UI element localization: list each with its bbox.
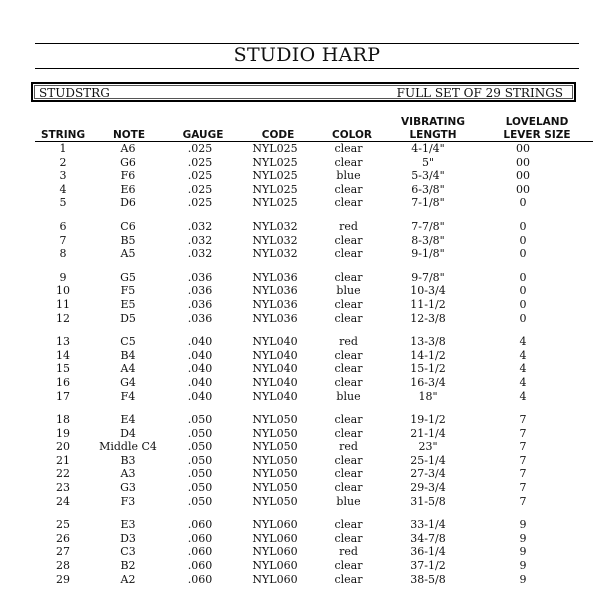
header-vibrating-length — [390, 116, 476, 142]
cell-string: 7 — [59, 233, 67, 247]
cell-note: F5 — [120, 284, 136, 298]
header-gauge-label: GAUGE — [182, 129, 224, 141]
cell-length: 27-3/4 — [410, 467, 446, 481]
set-description: FULL SET OF 29 STRINGS — [396, 86, 563, 100]
header-length-line1: VIBRATING — [401, 116, 465, 128]
cell-code: NYL040 — [252, 335, 298, 349]
table-row — [32, 427, 575, 441]
table-row — [32, 532, 575, 546]
cell-string: 18 — [56, 413, 70, 427]
cell-string: 13 — [56, 335, 70, 349]
cell-code: NYL060 — [252, 531, 298, 545]
table-row — [32, 481, 575, 495]
cell-gauge: .032 — [187, 219, 213, 233]
cell-length: 36-1/4 — [410, 545, 446, 559]
cell-lever: 7 — [519, 453, 527, 467]
cell-lever: 00 — [516, 155, 530, 169]
cell-length: 9-7/8" — [411, 270, 445, 284]
cell-gauge: .050 — [187, 494, 213, 508]
cell-note: G5 — [120, 270, 136, 284]
table-row — [32, 349, 575, 363]
cell-note: Middle C4 — [99, 440, 157, 454]
cell-gauge: .025 — [187, 169, 213, 183]
cell-lever: 4 — [519, 362, 527, 376]
cell-lever: 0 — [519, 284, 527, 298]
cell-string: 26 — [56, 531, 70, 545]
table-row — [32, 196, 575, 210]
cell-note: G4 — [120, 375, 136, 389]
table-row — [32, 467, 575, 481]
cell-length: 13-3/8 — [410, 335, 446, 349]
cell-length: 5" — [421, 155, 435, 169]
table-row — [32, 156, 575, 170]
cell-color: clear — [334, 311, 363, 325]
cell-note: G3 — [120, 481, 136, 495]
cell-gauge: .040 — [187, 362, 213, 376]
cell-lever: 0 — [519, 311, 527, 325]
cell-gauge: .036 — [187, 270, 213, 284]
cell-string: 17 — [56, 389, 70, 403]
table-row — [32, 440, 575, 454]
cell-length: 15-1/2 — [410, 362, 446, 376]
cell-note: B2 — [120, 559, 136, 573]
cell-length: 8-3/8" — [411, 233, 445, 247]
cell-gauge: .050 — [187, 413, 213, 427]
cell-lever: 00 — [516, 182, 530, 196]
table-row — [32, 169, 575, 183]
cell-gauge: .050 — [187, 467, 213, 481]
cell-code: NYL036 — [252, 284, 298, 298]
cell-gauge: .036 — [187, 311, 213, 325]
table-row — [32, 362, 575, 376]
cell-color: clear — [334, 453, 363, 467]
cell-gauge: .040 — [187, 335, 213, 349]
cell-length: 16-3/4 — [410, 375, 446, 389]
cell-code: NYL050 — [252, 467, 298, 481]
cell-code: NYL036 — [252, 311, 298, 325]
table-row — [32, 183, 575, 197]
table-row — [32, 495, 575, 509]
cell-note: E6 — [120, 182, 136, 196]
cell-string: 1 — [59, 142, 67, 155]
cell-length: 38-5/8 — [410, 572, 446, 586]
cell-gauge: .040 — [187, 389, 213, 403]
cell-string: 23 — [56, 481, 70, 495]
cell-color: clear — [334, 426, 363, 440]
table-row — [32, 325, 575, 349]
cell-code: NYL032 — [252, 247, 298, 261]
cell-string: 29 — [56, 572, 70, 586]
table-row — [32, 247, 575, 261]
string-table-body — [32, 142, 575, 586]
cell-string: 5 — [59, 196, 67, 210]
cell-note: C6 — [120, 219, 136, 233]
set-info-bar — [31, 82, 576, 102]
cell-gauge: .025 — [187, 155, 213, 169]
cell-note: C3 — [120, 545, 136, 559]
cell-note: A6 — [120, 142, 136, 155]
cell-note: A3 — [120, 467, 136, 481]
cell-gauge: .025 — [187, 196, 213, 210]
cell-gauge: .060 — [187, 559, 213, 573]
cell-color: blue — [336, 169, 361, 183]
cell-note: E4 — [120, 413, 136, 427]
cell-lever: 9 — [519, 518, 527, 532]
cell-gauge: .040 — [187, 375, 213, 389]
cell-note: D3 — [120, 531, 136, 545]
cell-code: NYL032 — [252, 219, 298, 233]
cell-lever: 0 — [519, 297, 527, 311]
cell-lever: 0 — [519, 247, 527, 261]
cell-code: NYL050 — [252, 494, 298, 508]
cell-length: 10-3/4 — [410, 284, 446, 298]
header-lever-line1: LOVELAND — [505, 116, 569, 128]
cell-string: 3 — [59, 169, 67, 183]
cell-note: B3 — [120, 453, 136, 467]
cell-lever: 7 — [519, 494, 527, 508]
cell-lever: 0 — [519, 233, 527, 247]
string-table — [32, 142, 575, 586]
cell-code: NYL025 — [252, 142, 298, 155]
cell-length: 6-3/8" — [411, 182, 445, 196]
cell-color: clear — [334, 270, 363, 284]
cell-string: 4 — [59, 182, 67, 196]
cell-code: NYL060 — [252, 559, 298, 573]
cell-string: 9 — [59, 270, 67, 284]
cell-length: 31-5/8 — [410, 494, 446, 508]
cell-string: 15 — [56, 362, 70, 376]
cell-note: A4 — [120, 362, 136, 376]
cell-lever: 9 — [519, 572, 527, 586]
cell-note: A2 — [120, 572, 136, 586]
cell-length: 37-1/2 — [410, 559, 446, 573]
cell-code: NYL025 — [252, 196, 298, 210]
cell-lever: 4 — [519, 375, 527, 389]
cell-color: clear — [334, 559, 363, 573]
cell-string: 16 — [56, 375, 70, 389]
cell-color: clear — [334, 196, 363, 210]
table-row — [32, 545, 575, 559]
cell-string: 14 — [56, 348, 70, 362]
set-code: STUDSTRG — [39, 86, 110, 100]
table-row — [32, 390, 575, 404]
cell-lever: 4 — [519, 335, 527, 349]
cell-code: NYL040 — [252, 348, 298, 362]
cell-length: 33-1/4 — [410, 518, 446, 532]
cell-note: C5 — [120, 335, 136, 349]
cell-string: 11 — [56, 297, 70, 311]
cell-lever: 0 — [519, 219, 527, 233]
cell-code: NYL050 — [252, 426, 298, 440]
table-row — [32, 403, 575, 427]
cell-lever: 9 — [519, 559, 527, 573]
table-row — [32, 210, 575, 234]
cell-string: 24 — [56, 494, 70, 508]
cell-string: 2 — [59, 155, 67, 169]
cell-lever: 00 — [516, 169, 530, 183]
cell-gauge: .032 — [187, 247, 213, 261]
cell-lever: 0 — [519, 270, 527, 284]
header-color-label: COLOR — [332, 129, 372, 141]
header-lever-line2: LEVER SIZE — [503, 129, 571, 141]
cell-length: 9-1/8" — [411, 247, 445, 261]
cell-string: 22 — [56, 467, 70, 481]
cell-length: 7-7/8" — [411, 219, 445, 233]
table-row — [32, 312, 575, 326]
cell-note: F4 — [120, 389, 136, 403]
page-title: STUDIO HARP — [233, 44, 381, 66]
table-row — [32, 573, 575, 587]
table-row — [32, 508, 575, 532]
cell-gauge: .050 — [187, 440, 213, 454]
cell-gauge: .040 — [187, 348, 213, 362]
cell-color: clear — [334, 142, 363, 155]
cell-length: 34-7/8 — [410, 531, 446, 545]
cell-code: NYL036 — [252, 297, 298, 311]
cell-color: clear — [334, 518, 363, 532]
cell-gauge: .050 — [187, 453, 213, 467]
cell-note: F6 — [120, 169, 136, 183]
cell-code: NYL025 — [252, 169, 298, 183]
cell-note: B5 — [120, 233, 136, 247]
cell-color: clear — [334, 413, 363, 427]
header-length-line2: LENGTH — [409, 129, 457, 141]
cell-color: blue — [336, 389, 361, 403]
cell-length: 12-3/8 — [410, 311, 446, 325]
cell-length: 23" — [418, 440, 438, 454]
cell-length: 4-1/4" — [411, 142, 445, 155]
cell-code: NYL050 — [252, 453, 298, 467]
cell-gauge: .060 — [187, 545, 213, 559]
cell-string: 12 — [56, 311, 70, 325]
cell-color: clear — [334, 247, 363, 261]
cell-color: clear — [334, 233, 363, 247]
cell-color: clear — [334, 481, 363, 495]
cell-lever: 7 — [519, 413, 527, 427]
header-note-label: NOTE — [112, 129, 146, 141]
cell-gauge: .060 — [187, 572, 213, 586]
cell-length: 29-3/4 — [410, 481, 446, 495]
cell-note: A5 — [120, 247, 136, 261]
cell-string: 19 — [56, 426, 70, 440]
cell-length: 19-1/2 — [410, 413, 446, 427]
cell-string: 25 — [56, 518, 70, 532]
cell-color: blue — [336, 284, 361, 298]
table-row — [32, 142, 575, 156]
cell-lever: 7 — [519, 481, 527, 495]
cell-gauge: .025 — [187, 142, 213, 155]
cell-note: D5 — [120, 311, 136, 325]
cell-lever: 9 — [519, 545, 527, 559]
cell-lever: 0 — [519, 196, 527, 210]
table-row — [32, 454, 575, 468]
cell-gauge: .025 — [187, 182, 213, 196]
cell-lever: 7 — [519, 426, 527, 440]
cell-length: 25-1/4 — [410, 453, 446, 467]
table-row — [32, 234, 575, 248]
cell-string: 10 — [56, 284, 70, 298]
cell-length: 5-3/4" — [411, 169, 445, 183]
cell-lever: 7 — [519, 467, 527, 481]
cell-length: 21-1/4 — [410, 426, 446, 440]
cell-note: B4 — [120, 348, 136, 362]
cell-code: NYL050 — [252, 413, 298, 427]
title-rule — [35, 68, 579, 69]
cell-lever: 00 — [516, 142, 530, 155]
cell-gauge: .032 — [187, 233, 213, 247]
cell-color: clear — [334, 362, 363, 376]
cell-lever: 7 — [519, 440, 527, 454]
cell-color: red — [339, 335, 358, 349]
table-row — [32, 261, 575, 285]
cell-color: clear — [334, 572, 363, 586]
cell-lever: 9 — [519, 531, 527, 545]
cell-color: clear — [334, 467, 363, 481]
cell-code: NYL025 — [252, 155, 298, 169]
cell-note: F3 — [120, 494, 136, 508]
cell-gauge: .036 — [187, 284, 213, 298]
cell-note: E3 — [120, 518, 136, 532]
cell-string: 21 — [56, 453, 70, 467]
cell-code: NYL050 — [252, 440, 298, 454]
cell-length: 18" — [418, 389, 438, 403]
cell-code: NYL060 — [252, 545, 298, 559]
header-string-label: STRING — [40, 129, 86, 141]
cell-note: D4 — [120, 426, 136, 440]
cell-string: 6 — [59, 219, 67, 233]
cell-length: 7-1/8" — [411, 196, 445, 210]
cell-length: 11-1/2 — [410, 297, 446, 311]
table-row — [32, 376, 575, 390]
cell-gauge: .036 — [187, 297, 213, 311]
table-row — [32, 559, 575, 573]
cell-note: D6 — [120, 196, 136, 210]
cell-code: NYL060 — [252, 572, 298, 586]
cell-color: clear — [334, 375, 363, 389]
cell-string: 20 — [56, 440, 70, 454]
cell-color: red — [339, 219, 358, 233]
cell-color: clear — [334, 348, 363, 362]
cell-color: clear — [334, 297, 363, 311]
cell-code: NYL036 — [252, 270, 298, 284]
cell-code: NYL032 — [252, 233, 298, 247]
cell-string: 28 — [56, 559, 70, 573]
header-code-label: CODE — [261, 129, 295, 141]
cell-code: NYL040 — [252, 389, 298, 403]
cell-gauge: .060 — [187, 518, 213, 532]
cell-gauge: .050 — [187, 426, 213, 440]
cell-lever: 4 — [519, 348, 527, 362]
table-row — [32, 298, 575, 312]
cell-code: NYL040 — [252, 362, 298, 376]
header-lever-size — [488, 116, 586, 142]
table-row — [32, 284, 575, 298]
cell-note: G6 — [120, 155, 136, 169]
cell-gauge: .060 — [187, 531, 213, 545]
cell-color: red — [339, 440, 358, 454]
cell-color: blue — [336, 494, 361, 508]
cell-string: 8 — [59, 247, 67, 261]
cell-code: NYL025 — [252, 182, 298, 196]
cell-code: NYL040 — [252, 375, 298, 389]
cell-color: clear — [334, 155, 363, 169]
cell-note: E5 — [120, 297, 136, 311]
cell-length: 14-1/2 — [410, 348, 446, 362]
cell-color: red — [339, 545, 358, 559]
cell-lever: 4 — [519, 389, 527, 403]
cell-code: NYL060 — [252, 518, 298, 532]
cell-code: NYL050 — [252, 481, 298, 495]
cell-color: clear — [334, 531, 363, 545]
cell-string: 27 — [56, 545, 70, 559]
cell-color: clear — [334, 182, 363, 196]
cell-gauge: .050 — [187, 481, 213, 495]
